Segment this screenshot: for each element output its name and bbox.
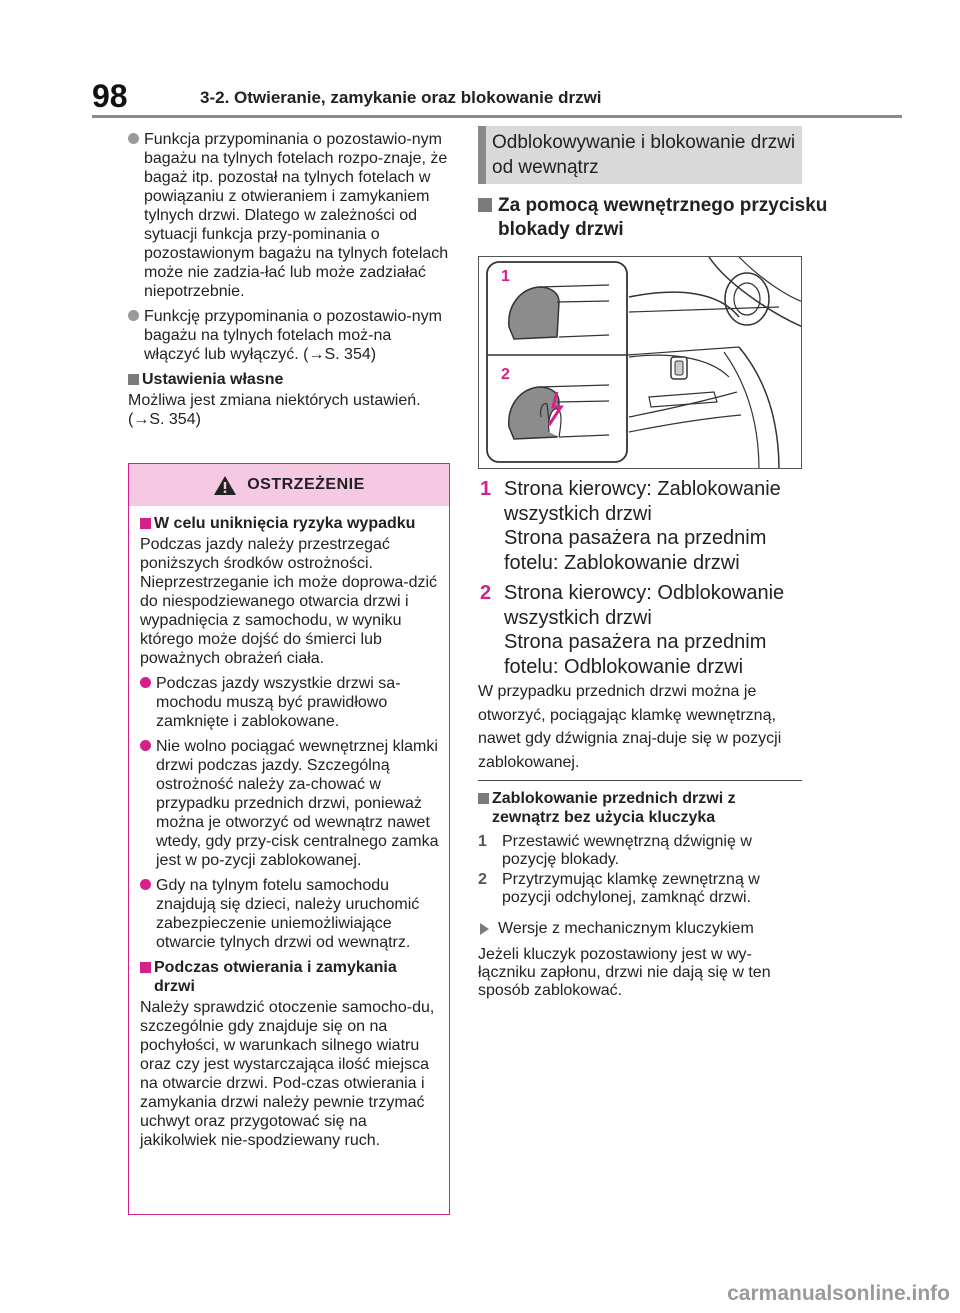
step-line: Strona kierowcy: Zablokowanie wszystkich drzwi <box>504 478 781 525</box>
numbered-item <box>478 833 804 869</box>
warning-bullet <box>140 876 439 952</box>
step-line: Strona pasażera na przednim fotelu: Zablokowanie drzwi <box>504 527 767 574</box>
figure-label-1: 1 <box>501 268 510 285</box>
bullet-text: Podczas jazdy wszystkie drzwi sa-mochodu muszą być prawidłowo zamknięte i zablokowane. <box>156 675 401 730</box>
variant-text: Jeżeli kluczyk pozostawiony jest w wy-łączniku zapłonu, drzwi nie dają się w ten sposób zablokować. <box>478 946 771 999</box>
header-rule <box>92 115 902 118</box>
bullet-text: Nie wolno pociągać wewnętrznej klamki drzwi podczas jazdy. Szczególną ostrożność należy za-chować w przypadku przednich drzwi, ponieważ można je otworzyć od wewnątrz nawet wtedy, gdy przy-cisk centralnego zamka jest w po-zycji zablokowanej. <box>156 738 439 869</box>
warning-paragraph: Należy sprawdzić otoczenie samocho-du, szczególnie gdy znajduje się on na pochyłości, w warunkach silnego wiatru oraz czy jest wystarczająca ilość miejsca na otwarcie drzwi. Pod-czas otwierania i zamykania drzwi należy pewnie trzymać uchwyt oraz przygotować się na jakikolwiek nie-spodziewany ruch. <box>140 999 435 1149</box>
bullet-dot-icon <box>128 133 139 144</box>
bullet-text: Funkcję przypominania o pozostawio-nym bagażu na tylnych fotelach moż-na włączyć lub wyłączyć. (→S. 354) <box>144 308 442 363</box>
square-bullet-icon <box>478 793 489 804</box>
step-line: Strona pasażera na przednim fotelu: Odblokowanie drzwi <box>504 631 767 678</box>
variant-label-text: Wersje z mechanicznym kluczykiem <box>498 920 754 937</box>
divider <box>478 780 802 781</box>
lock-without-key-section <box>478 789 804 1000</box>
step-number: 1 <box>480 478 492 500</box>
step-line: Strona kierowcy: Odblokowanie wszystkich drzwi <box>504 582 785 629</box>
item-number: 1 <box>478 833 487 850</box>
item-text: Przestawić wewnętrzną dźwignię w pozycję blokady. <box>502 833 752 868</box>
chapter-title: 3-2. Otwieranie, zamykanie oraz blokowanie drzwi <box>200 88 602 107</box>
warning-triangle-icon <box>213 475 237 496</box>
section-heading-bar <box>478 126 486 184</box>
bullet-item <box>128 130 450 301</box>
door-lock-drawing <box>479 257 802 469</box>
step-number: 2 <box>480 582 492 604</box>
left-column <box>128 130 450 429</box>
step-item <box>478 581 808 679</box>
section-heading <box>478 126 802 184</box>
page-number: 98 <box>92 78 128 114</box>
item-number: 2 <box>478 871 487 888</box>
steps-list <box>478 477 808 685</box>
warning-paragraph: Podczas jazdy należy przestrzegać poniższych środków ostrożności. Nieprzestrzeganie ich może doprowa-dzić do niespodziewanego otwarcia drzwi i wypadnięcia z samochodu, w wyniku którego może dojść do śmierci lub poważnych obrażeń ciała. <box>140 536 438 667</box>
triangle-bullet-icon <box>480 923 489 935</box>
custom-settings-text: Możliwa jest zmiana niektórych ustawień. (→S. 354) <box>128 392 421 428</box>
warning-box <box>128 463 450 1215</box>
step-item <box>478 477 808 575</box>
square-bullet-icon <box>140 962 151 973</box>
heading-text: Ustawienia własne <box>142 371 284 388</box>
heading-text: W celu uniknięcia ryzyka wypadku <box>154 515 416 532</box>
lock-heading <box>478 789 804 827</box>
warning-bullet <box>140 737 439 870</box>
numbered-item <box>478 871 804 907</box>
heading-text: Podczas otwierania i zamykania drzwi <box>154 959 397 995</box>
subsection-title: Za pomocą wewnętrznego przycisku blokady drzwi <box>498 195 828 240</box>
warning-header <box>129 464 449 506</box>
warning-bullet <box>140 674 439 731</box>
warning-heading <box>140 514 439 533</box>
warning-heading <box>140 958 439 996</box>
bullet-dot-icon <box>140 740 151 751</box>
bullet-text: Gdy na tylnym fotelu samochodu znajdują się dzieci, należy uruchomić zabezpieczenie uniemożliwiające otwarcie tylnych drzwi od wewnątrz. <box>156 877 420 951</box>
subsection-heading <box>478 194 828 242</box>
variant-label <box>478 919 804 938</box>
warning-title: OSTRZEŻENIE <box>247 476 365 493</box>
heading-text: Zablokowanie przednich drzwi z zewnątrz bez użycia kluczyka <box>492 790 736 826</box>
item-text: Przytrzymując klamkę zewnętrzną w pozycji odchylonej, zamknąć drzwi. <box>502 871 760 906</box>
bullet-dot-icon <box>140 879 151 890</box>
bullet-text: Funkcja przypominania o pozostawio-nym bagażu na tylnych fotelach rozpo-znaje, że bagaż itp. pozostał na tylnych fotelach w powiązaniu z otwieraniem i zamykaniem tylnych drzwi. Dlatego w zależności od sytuacji funkcja przy-pominania o pozostawionym bagażu na tylnych fotelach może nie zadzia-łać lub może zadziałać niepotrzebnie. <box>144 131 449 300</box>
section-title: Odblokowywanie i blokowanie drzwi od wewnątrz <box>492 132 796 178</box>
step-note: W przypadku przednich drzwi można je otworzyć, pociągając klamkę wewnętrzną, nawet gdy dźwignia znaj-duje się w pozycji zablokowanej. <box>478 683 782 771</box>
bullet-dot-icon <box>128 310 139 321</box>
custom-settings-heading <box>128 370 450 389</box>
figure-label-2: 2 <box>501 366 510 383</box>
square-bullet-icon <box>128 374 139 385</box>
square-bullet-icon <box>140 518 151 529</box>
watermark: carmanualsonline.info <box>727 1282 950 1305</box>
bullet-dot-icon <box>140 677 151 688</box>
warning-body <box>129 506 449 1150</box>
square-bullet-icon <box>478 198 492 212</box>
bullet-item <box>128 307 450 364</box>
door-lock-illustration <box>478 256 802 469</box>
